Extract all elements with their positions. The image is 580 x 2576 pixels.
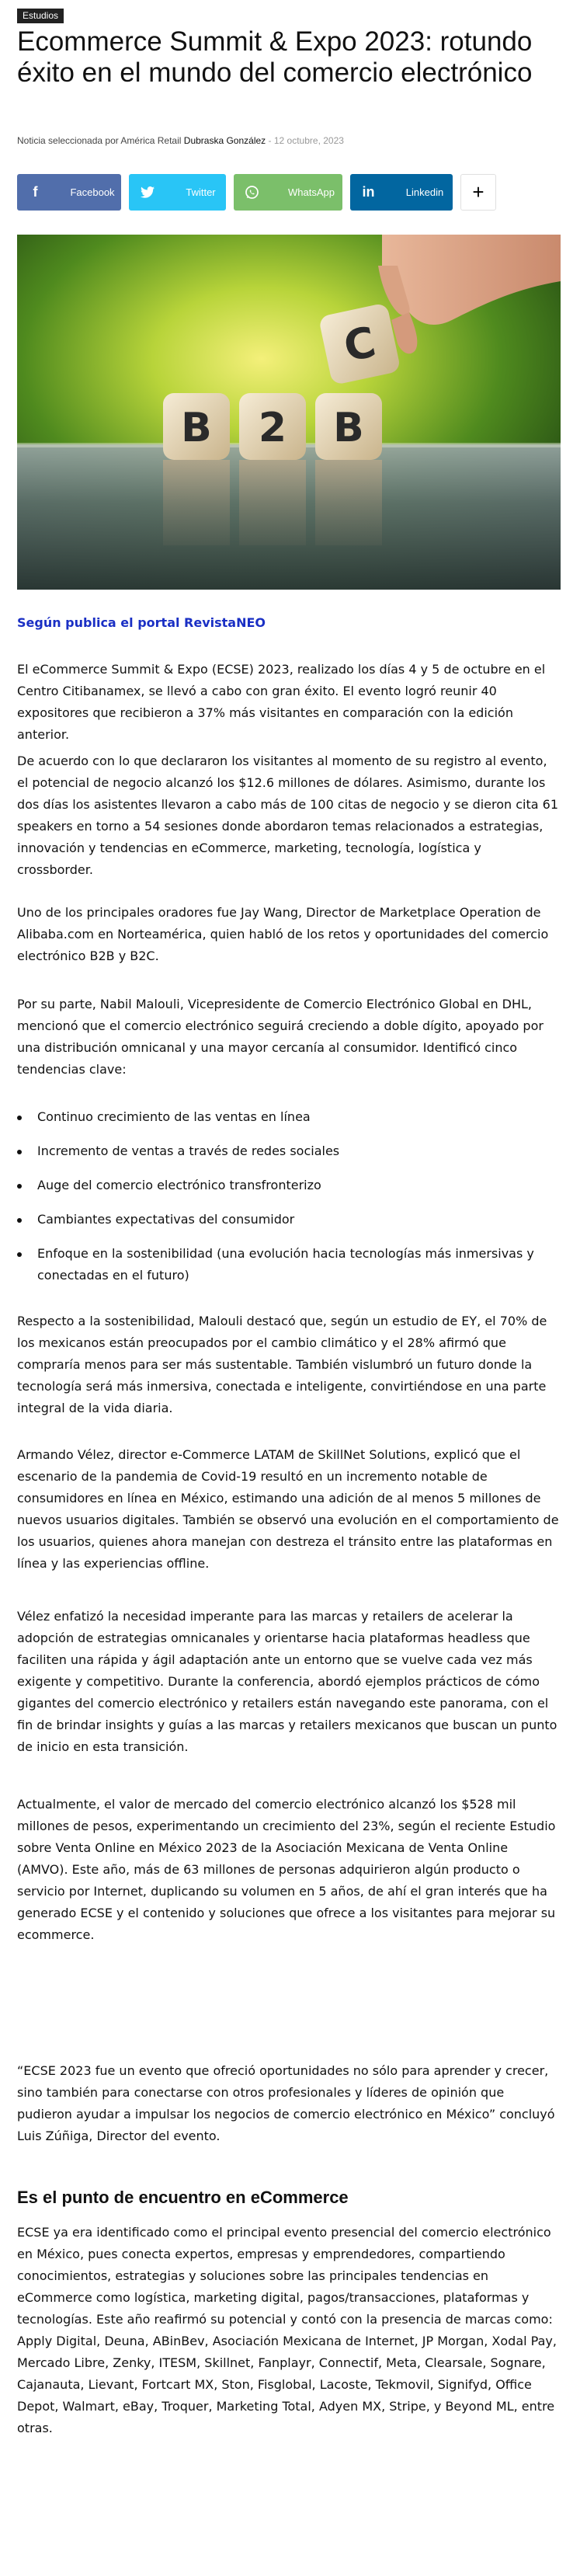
bullet-icon — [17, 1252, 22, 1257]
bullet-icon — [17, 1150, 22, 1154]
share-more-button[interactable] — [460, 174, 496, 211]
meta-prefix: Noticia seleccionada por América Retail — [17, 135, 182, 146]
paragraph-1: El eCommerce Summit & Expo (ECSE) 2023, realizado los días 4 y 5 de octubre en el Centro Citibanamex, se llevó a cabo con gran éxito. El evento logró reunir 40 expositores que recibieron a 37% más visitantes en comparación con la edición anterior. — [17, 662, 546, 742]
whatsapp-icon — [234, 174, 270, 211]
paragraph-3: Uno de los principales oradores fue Jay Wang, Director de Marketplace Operation de Alibaba.com en Norteamérica, quien habló de los retos y oportunidades del comercio electrónico B2B y B2C. — [17, 905, 549, 963]
source-link[interactable]: Según publica el portal RevistaNEO — [17, 615, 266, 630]
share-twitter-label: Twitter — [186, 186, 216, 198]
paragraph-10: ECSE ya era identificado como el principal evento presencial del comercio electrónico en México, pues conecta expertos, empresas y emprendedores, compartiendo conocimientos, estrategias y soluciones sobre las principales tendencias en eCommerce como logística, marketing digital, pagos/transacciones, plataformas y tecnologías. Este año reafirmó su potencial y contó con la presencia de marcas como: Apply Digital, Deuna, ABinBev, Asociación Mexicana de Internet, JP Morgan, Xodal Pay, Mercado Libre, Zenky, ITESM, Skillnet, Fanplayr, Connectif, Meta, Clearsale, Sognare, Cajanauta, Lievant, Fortcart MX, Ston, Fisglobal, Lacoste, Tekmovil, Signifyd, Office Depot, Walmart, eBay, Troquer, Marketing Total, Adyen MX, Stripe, y Beyond ML, entre otras. — [17, 2225, 557, 2435]
twitter-icon — [129, 174, 165, 211]
paragraph-7: Vélez enfatizó la necesidad imperante para las marcas y retailers de acelerar la adopción de estrategias omnicanales y orientarse hacia plataformas headless que faciliten una rápida y ágil adaptación ante un entorno que se vuelve cada vez más exigente y competitivo. Durante la conferencia, abordó ejemplos prácticos de cómo gigantes del comercio electrónico y retailers están navegando este panorama, con el fin de brindar insights y guías a las marcas y retailers mexicanos que buscan un punto de inicio en esta transición. — [17, 1609, 557, 1754]
section-heading: Es el punto de encuentro en eCommerce — [17, 2188, 349, 2207]
paragraph-6: Armando Vélez, director e-Commerce LATAM de SkillNet Solutions, explicó que el escenario de la pandemia de Covid-19 resultó en un incremento notable de consumidores en línea en México, estimando una adición de al menos 5 millones de nuevos usuarios digitales. También se observó una evolución en el comportamiento de los usuarios, quienes ahora manejan con destreza el tránsito entre las plataformas en línea y las experiencias offline. — [17, 1447, 559, 1571]
cube-2-number: 2 — [258, 405, 287, 451]
category-tag[interactable]: Estudios — [17, 9, 64, 23]
share-linkedin-label: Linkedin — [405, 186, 444, 198]
author-link[interactable]: Dubraska González — [183, 135, 266, 146]
publish-date: 12 octubre, 2023 — [273, 135, 344, 146]
share-linkedin-button[interactable] — [350, 174, 453, 211]
cube-b2-letter: B — [333, 405, 364, 451]
paragraph-8: Actualmente, el valor de mercado del comercio electrónico alcanzó los $528 mil millones de pesos, experimentando un crecimiento del 23%, según el reciente Estudio sobre Venta Online en México 2023 de la Asociación Mexicana de Venta Online (AMVO). Este año, más de 63 millones de personas adquirieron algún producto o servicio por Internet, duplicando su volumen en 5 años, de ahí el gran interés que ha generado ECSE y el contenido y soluciones que ofrece a los visitantes para mejorar su ecommerce. — [17, 1797, 556, 1942]
linkedin-icon: in — [362, 184, 375, 200]
article-title: Ecommerce Summit & Expo 2023: rotundo éxito en el mundo del comercio electrónico — [17, 26, 533, 88]
trend-text: Incremento de ventas a través de redes sociales — [37, 1144, 340, 1158]
bullet-icon — [17, 1184, 22, 1189]
cube-c-letter: C — [339, 317, 380, 372]
bullet-icon — [17, 1116, 22, 1120]
trend-text: Enfoque en la sostenibilidad (una evolución hacia tecnologías más inmersivas y conectadas en el futuro) — [37, 1246, 534, 1283]
cube-b-letter: B — [181, 405, 212, 451]
paragraph-5: Respecto a la sostenibilidad, Malouli destacó que, según un estudio de EY, el 70% de los mexicanos están preocupados por el cambio climático y el 28% afirmó que compraría menos para ser más sustentable. También vislumbró un futuro donde la tecnología será más inmersiva, conectada e inteligente, convirtiéndose en una parte integral de la vida diaria. — [17, 1314, 547, 1415]
paragraph-9: “ECSE 2023 fue un evento que ofreció oportunidades no sólo para aprender y crecer, sino también para conectarse con otros profesionales y líderes de opinión que pudieron ayudar a impulsar los negocios de comercio electrónico en México” concluyó Luis Zúñiga, Director del evento. — [17, 2063, 555, 2143]
facebook-icon: f — [33, 184, 38, 200]
paragraph-4: Por su parte, Nabil Malouli, Vicepresidente de Comercio Electrónico Global en DHL, mencionó que el comercio electrónico seguirá creciendo a doble dígito, apoyado por una distribución omnicanal y una mayor cercanía al consumidor. Identificó cinco tendencias clave: — [17, 997, 544, 1077]
meta-separator: - — [268, 135, 272, 146]
article-meta — [17, 135, 344, 146]
bullet-icon — [17, 1218, 22, 1223]
plus-icon: + — [472, 180, 484, 204]
share-whatsapp-label: WhatsApp — [288, 186, 335, 198]
share-twitter-button[interactable] — [129, 174, 226, 211]
trend-text: Auge del comercio electrónico transfronterizo — [37, 1178, 321, 1192]
trend-text: Cambiantes expectativas del consumidor — [37, 1212, 295, 1227]
paragraph-2: De acuerdo con lo que declararon los visitantes al momento de su registro al evento, el potencial de negocio alcanzó los $12.6 millones de dólares. Asimismo, durante los dos días los asistentes llevaron a cabo más de 100 citas de negocio y se dieron cita 61 speakers en torno a 54 sesiones donde abordaron temas relacionados a estrategias, innovación y tendencias en eCommerce, marketing, tecnología, logística y crossborder. — [17, 754, 559, 877]
share-facebook-label: Facebook — [70, 186, 115, 198]
hero-image — [17, 235, 561, 590]
trend-text: Continuo crecimiento de las ventas en línea — [37, 1109, 311, 1124]
share-whatsapp-button[interactable] — [234, 174, 342, 211]
share-facebook-button[interactable] — [17, 174, 121, 211]
